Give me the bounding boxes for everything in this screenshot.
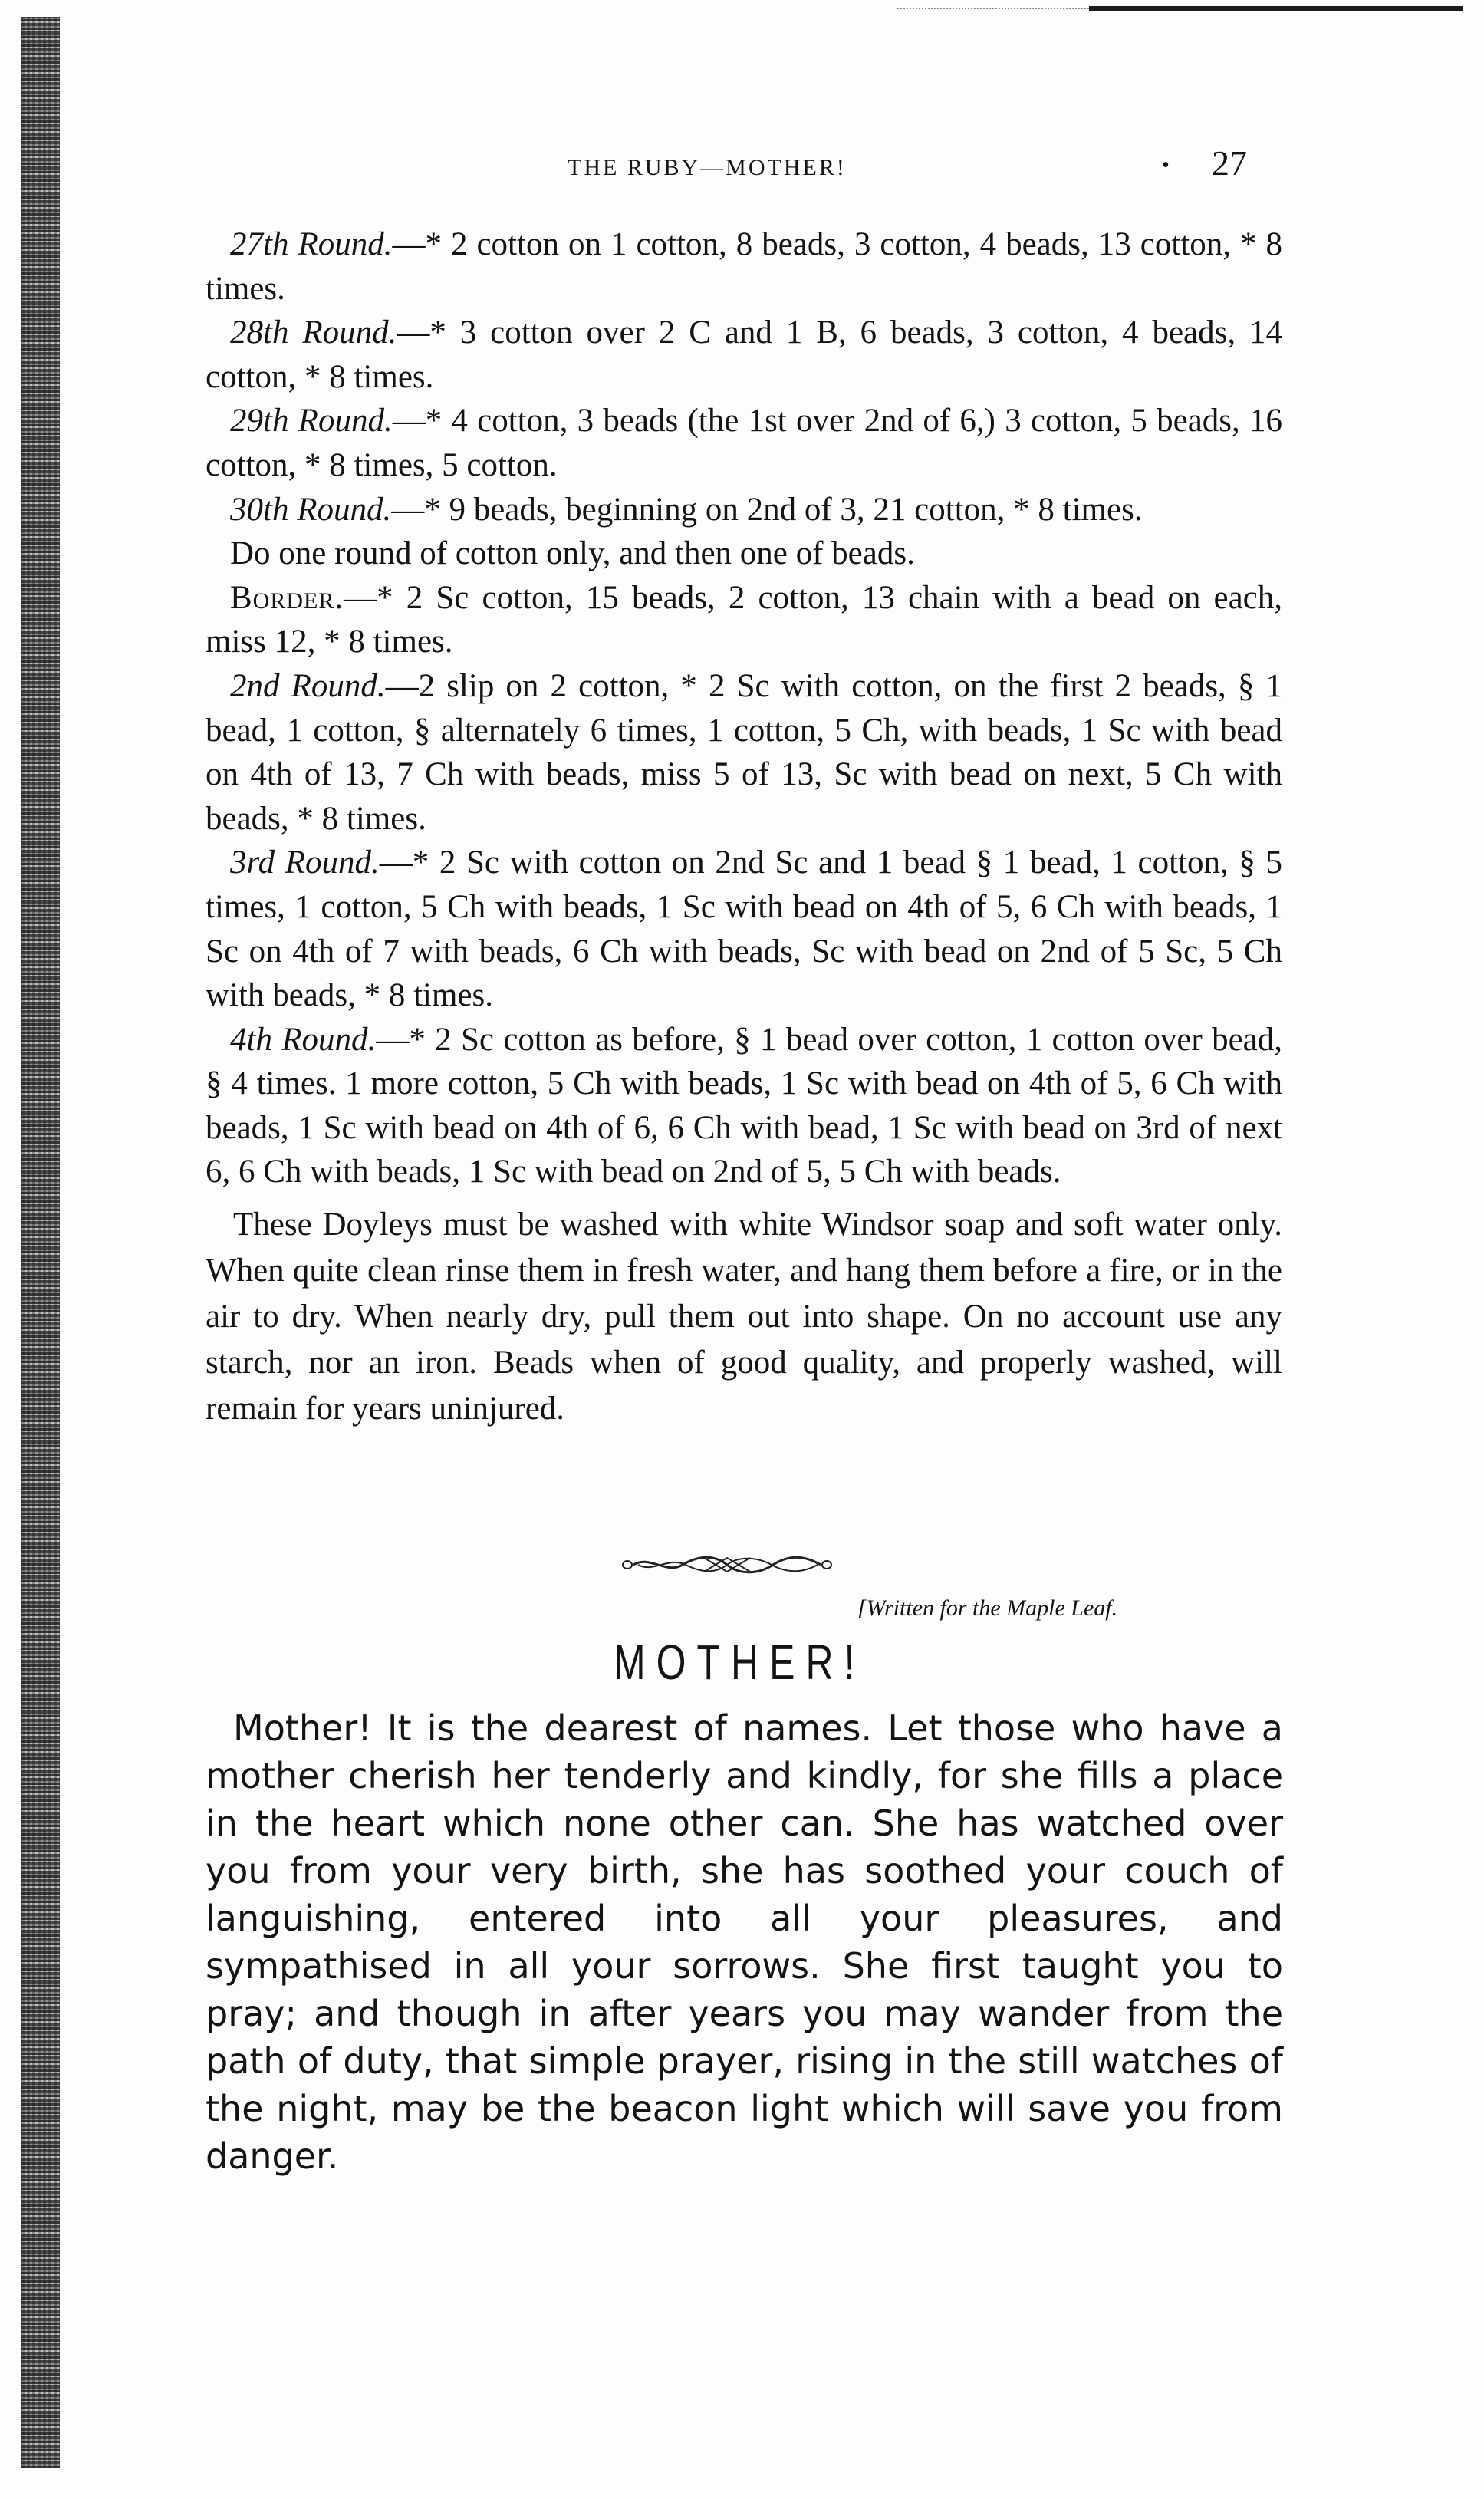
pattern-paragraph	[206, 222, 1282, 311]
round-text: —* 2 Sc with cotton on 2nd Sc and 1 bead § 1 bead, 1 cotton, § 5 times, 1 cotton, 5 Ch with beads, 1 Sc with bead on 4th of 5, 6 Ch with beads, 1 Sc on 4th of 7 with beads, 6 Ch with beads, Sc with bead on 2nd of 5 Sc, 5 Ch with beads, * 8 times.	[206, 845, 1282, 1014]
pattern-paragraph	[206, 488, 1282, 532]
round-text: —* 9 beads, beginning on 2nd of 3, 21 cotton, * 8 times.	[391, 491, 1143, 528]
pattern-paragraph	[206, 1018, 1282, 1194]
running-head: THE RUBY—MOTHER!	[568, 155, 847, 180]
round-text: —2 slip on 2 cotton, * 2 Sc with cotton, on the first 2 beads, § 1 bead, 1 cotton, § alternately 6 times, 1 cotton, 5 Ch, with beads, 1 Sc with bead on 4th of 13, 7 Ch with beads, miss 5 of 13, Sc with bead on next, 5 Ch with beads, * 8 times.	[206, 667, 1282, 837]
article-title: MOTHER!	[614, 1635, 866, 1690]
round-text: —* 2 Sc cotton as before, § 1 bead over cotton, 1 cotton over bead, § 4 times. 1 more cotton, 5 Ch with beads, 1 Sc with bead on 4th of 5, 6 Ch with beads, 1 Sc with bead on 4th of 6, 6 Ch with bead, 1 Sc with bead on 3rd of next 6, 6 Ch with beads, 1 Sc with bead on 2nd of 5, 5 Ch with beads.	[206, 1021, 1283, 1190]
ornament-divider	[620, 1553, 834, 1576]
round-text: Do one round of cotton only, and then one of beads.	[230, 535, 915, 572]
round-label: 29th Round.	[230, 403, 393, 440]
round-text: —* 2 Sc cotton, 15 beads, 2 cotton, 13 chain with a bead on each, miss 12, * 8 times.	[206, 579, 1282, 660]
pattern-paragraph	[206, 532, 1282, 576]
pattern-paragraph	[206, 311, 1282, 399]
top-rule	[1089, 6, 1463, 11]
page-number: 27	[1212, 143, 1247, 183]
header-mark: •	[1162, 153, 1170, 177]
round-label: 28th Round.	[230, 314, 397, 351]
care-instructions: These Doyleys must be washed with white Windsor soap and soft water only. When quite clean rinse them in fresh water, and hang them before a fire, or in the air to dry. When nearly dry, pull them out into shape. On no account use any starch, nor an iron. Beads when of good quality, and properly washed, will remain for years uninjured.	[206, 1207, 1282, 1427]
pattern-paragraph	[206, 841, 1282, 1017]
article-credit: [Written for the Maple Leaf.	[857, 1595, 1118, 1621]
page-header	[207, 143, 1281, 186]
round-text: —* 2 cotton on 1 cotton, 8 beads, 3 cotton, 4 beads, 13 cotton, * 8 times.	[206, 226, 1282, 307]
pattern-paragraph	[206, 576, 1282, 664]
pattern-paragraph	[206, 664, 1282, 841]
round-label: 2nd Round.	[230, 667, 386, 704]
border-label: Border.	[230, 579, 344, 616]
article-paragraph: Mother! It is the dearest of names. Let those who have a mother cherish her tenderly and kindly, for she fills a place in the heart which none other can. She has watched over you from your very birth, she has soothed your couch of languishing, entered into all your pleasures, and sympathised in all your sorrows. She first taught you to pray; and though in after years you may wander from the path of duty, that simple prayer, rising in the still watches of the night, may be the beacon light which will save you from danger.	[206, 1707, 1283, 2177]
round-text: —* 3 cotton over 2 C and 1 B, 6 beads, 3 cotton, 4 beads, 14 cotton, * 8 times.	[206, 314, 1282, 395]
round-label: 30th Round.	[230, 491, 392, 528]
binding-edge	[21, 17, 60, 2468]
pattern-paragraph	[206, 399, 1282, 487]
round-label: 4th Round.	[230, 1021, 377, 1058]
article-body	[206, 1704, 1283, 2180]
top-dotted-rule	[897, 8, 1089, 10]
crochet-pattern	[206, 222, 1282, 1432]
round-label: 3rd Round.	[230, 845, 380, 881]
round-label: 27th Round.	[230, 226, 393, 262]
round-text: —* 4 cotton, 3 beads (the 1st over 2nd of 6,) 3 cotton, 5 beads, 16 cotton, * 8 times, 5 cotton.	[206, 403, 1283, 483]
